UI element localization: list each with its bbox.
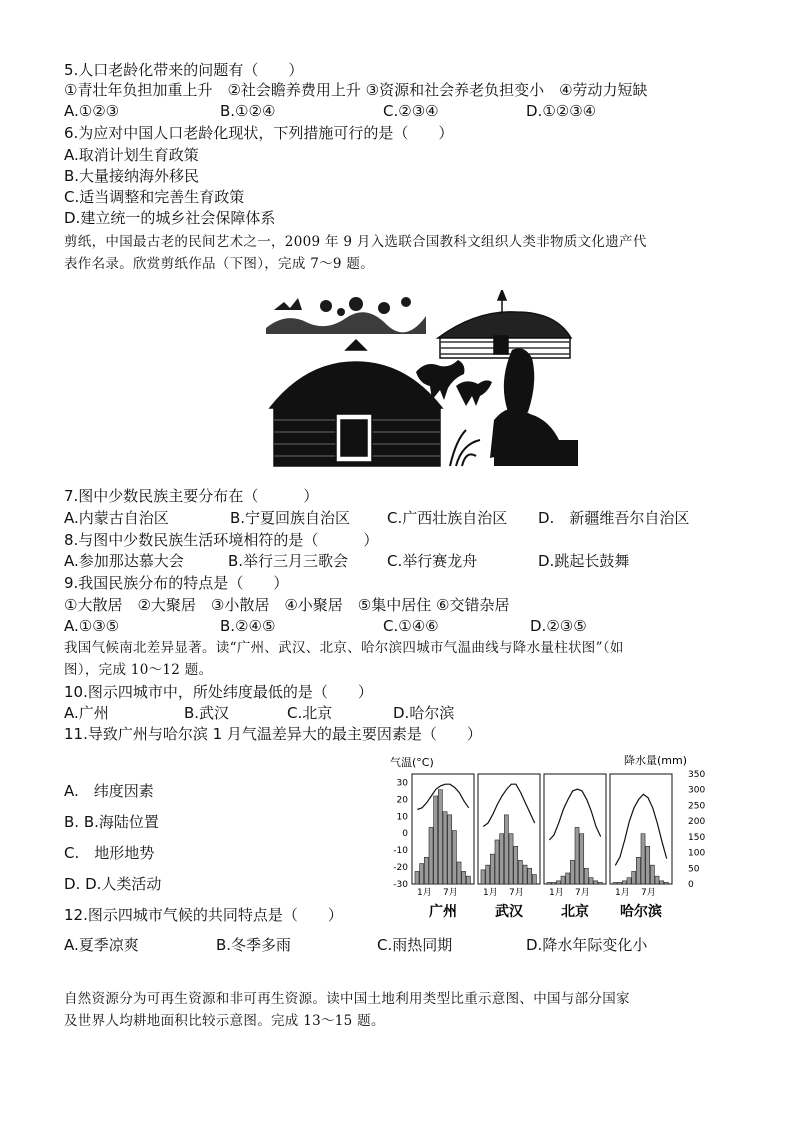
precip-bar xyxy=(646,846,650,884)
q11-stem: 11.导致广州与哈尔滨 1 月气温差异大的最主要因素是（ ） xyxy=(64,725,482,743)
precip-tick-label: 150 xyxy=(688,832,706,843)
precip-bar xyxy=(523,865,527,884)
q6-option-b[interactable]: B.大量接纳海外移民 xyxy=(64,167,200,185)
q6-option-c[interactable]: C.适当调整和完善生育政策 xyxy=(64,188,245,206)
precip-bar xyxy=(424,857,428,884)
q5-option-c[interactable]: C.②③④ xyxy=(383,102,439,120)
precip-bar xyxy=(504,815,508,884)
precip-tick-label: 100 xyxy=(688,848,706,859)
precip-bar xyxy=(589,878,593,884)
precip-bar xyxy=(598,882,602,884)
q9-option-a[interactable]: A.①③⑤ xyxy=(64,617,120,635)
x-tick-label: 7月 xyxy=(509,888,524,898)
temp-tick-label: -30 xyxy=(393,880,408,890)
q9-option-c[interactable]: C.①④⑥ xyxy=(383,617,439,635)
precip-bar xyxy=(650,865,654,884)
precip-bar xyxy=(495,840,499,884)
precip-tick-label: 300 xyxy=(688,785,706,796)
city-name-label: 哈尔滨 xyxy=(620,904,662,920)
precip-tick-label: 0 xyxy=(688,880,694,890)
temp-tick-label: 20 xyxy=(396,795,408,806)
q10-option-b[interactable]: B.武汉 xyxy=(184,704,230,722)
climate-chart xyxy=(388,752,718,930)
precip-axis-label: 降水量(mm) xyxy=(624,754,688,767)
precip-bar xyxy=(420,864,424,884)
q8-option-d[interactable]: D.跳起长鼓舞 xyxy=(538,552,630,570)
precip-bar xyxy=(448,815,452,884)
q7-stem: 7.图中少数民族主要分布在（ ） xyxy=(64,487,319,505)
q10-option-d[interactable]: D.哈尔滨 xyxy=(393,704,455,722)
q12-option-d[interactable]: D.降水年际变化小 xyxy=(526,936,648,954)
temp-tick-label: 30 xyxy=(396,778,408,789)
intro-7-9-line1: 剪纸，中国最古老的民间艺术之一，2009 年 9 月入选联合国教科文组织人类非物质文化遗产代 xyxy=(64,234,647,250)
temp-line xyxy=(483,784,534,826)
precip-bar xyxy=(443,812,447,884)
q9-items: ①大散居 ②大聚居 ③小散居 ④小聚居 ⑤集中居住 ⑥交错杂居 xyxy=(64,596,510,614)
temp-tick-label: -20 xyxy=(393,863,408,874)
precip-bar xyxy=(664,882,668,884)
precip-bar xyxy=(641,834,645,884)
q6-stem: 6.为应对中国人口老龄化现状，下列措施可行的是（ ） xyxy=(64,124,454,142)
precip-bar xyxy=(561,876,565,884)
q11-option-b[interactable]: B. B.海陆位置 xyxy=(64,813,159,831)
intro-10-12-line1: 我国气候南北差异显著。读“广州、武汉、北京、哈尔滨四城市气温曲线与降水量柱状图”（如 xyxy=(64,640,624,656)
x-tick-label: 1月 xyxy=(417,888,432,898)
precip-bar xyxy=(514,846,518,884)
precip-bar xyxy=(429,827,433,884)
city-name-label: 北京 xyxy=(561,904,589,920)
temp-tick-label: 0 xyxy=(402,829,408,840)
intro-13-15-line2: 及世界人均耕地面积比较示意图。完成 13～15 题。 xyxy=(64,1013,385,1029)
x-tick-label: 7月 xyxy=(641,888,656,898)
q12-option-a[interactable]: A.夏季凉爽 xyxy=(64,936,139,954)
q8-option-b[interactable]: B.举行三月三歌会 xyxy=(228,552,349,570)
x-tick-label: 1月 xyxy=(483,888,498,898)
precip-bar xyxy=(532,875,536,884)
x-tick-label: 1月 xyxy=(615,888,630,898)
precip-bar xyxy=(457,862,461,884)
precip-bar xyxy=(584,868,588,884)
q10-option-c[interactable]: C.北京 xyxy=(287,704,333,722)
precip-bar xyxy=(627,878,631,884)
precip-bar xyxy=(481,870,485,884)
q5-option-b[interactable]: B.①②④ xyxy=(220,102,276,120)
precip-bar xyxy=(490,854,494,884)
precip-bar xyxy=(552,882,556,884)
q5-items: ①青壮年负担加重上升 ②社会瞻养费用上升 ③资源和社会养老负担变小 ④劳动力短缺 xyxy=(64,81,648,99)
q11-option-a[interactable]: A. 纬度因素 xyxy=(64,782,154,800)
precip-bar xyxy=(509,834,513,884)
q5-stem: 5.人口老龄化带来的问题有（ ） xyxy=(64,61,304,79)
precip-bar xyxy=(622,881,626,884)
precip-tick-label: 50 xyxy=(688,864,700,875)
precip-bar xyxy=(636,857,640,884)
precip-bar xyxy=(434,796,438,884)
q8-stem: 8.与图中少数民族生活环境相符的是（ ） xyxy=(64,531,379,549)
precip-tick-label: 200 xyxy=(688,817,706,828)
q12-option-c[interactable]: C.雨热同期 xyxy=(377,936,453,954)
intro-7-9-line2: 表作名录。欣赏剪纸作品（下图），完成 7～9 题。 xyxy=(64,256,375,272)
q12-option-b[interactable]: B.冬季多雨 xyxy=(216,936,292,954)
q5-option-d[interactable]: D.①②③④ xyxy=(526,102,597,120)
intro-13-15-line1: 自然资源分为可再生资源和非可再生资源。读中国土地利用类型比重示意图、中国与部分国家 xyxy=(64,991,630,1007)
precip-bar xyxy=(500,834,504,884)
precip-bar xyxy=(528,868,532,884)
q7-option-d[interactable]: D. 新疆维吾尔自治区 xyxy=(538,509,690,527)
q8-option-a[interactable]: A.参加那达慕大会 xyxy=(64,552,184,570)
precip-bar xyxy=(632,871,636,884)
city-name-label: 广州 xyxy=(429,904,457,920)
precip-bar xyxy=(613,882,617,884)
q9-option-d[interactable]: D.②③⑤ xyxy=(530,617,587,635)
precip-tick-label: 350 xyxy=(688,770,706,780)
temp-tick-label: -10 xyxy=(393,846,408,857)
precip-bar xyxy=(518,860,522,884)
temp-line xyxy=(417,784,468,809)
precip-tick-label: 250 xyxy=(688,801,706,812)
q10-stem: 10.图示四城市中，所处纬度最低的是（ ） xyxy=(64,683,373,701)
precip-bar xyxy=(575,827,579,884)
q7-option-a[interactable]: A.内蒙古自治区 xyxy=(64,509,169,527)
q11-option-c[interactable]: C. 地形地势 xyxy=(64,844,155,862)
temp-tick-label: 10 xyxy=(396,812,408,823)
precip-bar xyxy=(547,882,551,884)
precip-bar xyxy=(486,865,490,884)
q6-option-a[interactable]: A.取消计划生育政策 xyxy=(64,146,199,164)
city-name-label: 武汉 xyxy=(495,904,523,920)
precip-bar xyxy=(618,882,622,884)
x-tick-label: 7月 xyxy=(575,888,590,898)
q12-stem: 12.图示四城市气候的共同特点是（ ） xyxy=(64,906,343,924)
precip-bar xyxy=(438,790,442,884)
q7-option-b[interactable]: B.宁夏回族自治区 xyxy=(230,509,351,527)
precip-bar xyxy=(556,881,560,884)
temp-axis-label: 气温(°C) xyxy=(390,756,434,769)
q6-option-d[interactable]: D.建立统一的城乡社会保障体系 xyxy=(64,209,276,227)
q9-option-b[interactable]: B.②④⑤ xyxy=(220,617,276,635)
precip-bar xyxy=(660,881,664,884)
precip-bar xyxy=(594,881,598,884)
x-tick-label: 1月 xyxy=(549,888,564,898)
q8-option-c[interactable]: C.举行赛龙舟 xyxy=(387,552,478,570)
q9-stem: 9.我国民族分布的特点是（ ） xyxy=(64,574,289,592)
precip-bar xyxy=(570,860,574,884)
papercut-image xyxy=(266,290,578,472)
q10-option-a[interactable]: A.广州 xyxy=(64,704,109,722)
precip-bar xyxy=(466,876,470,884)
q7-option-c[interactable]: C.广西壮族自治区 xyxy=(387,509,508,527)
precip-bar xyxy=(462,871,466,884)
precip-bar xyxy=(655,876,659,884)
precip-bar xyxy=(566,873,570,884)
intro-10-12-line2: 图），完成 10～12 题。 xyxy=(64,662,213,678)
q11-option-d[interactable]: D. D.人类活动 xyxy=(64,875,162,893)
x-tick-label: 7月 xyxy=(443,888,458,898)
precip-bar xyxy=(580,834,584,884)
precip-bar xyxy=(452,831,456,884)
q5-option-a[interactable]: A.①②③ xyxy=(64,102,120,120)
precip-bar xyxy=(415,871,419,884)
